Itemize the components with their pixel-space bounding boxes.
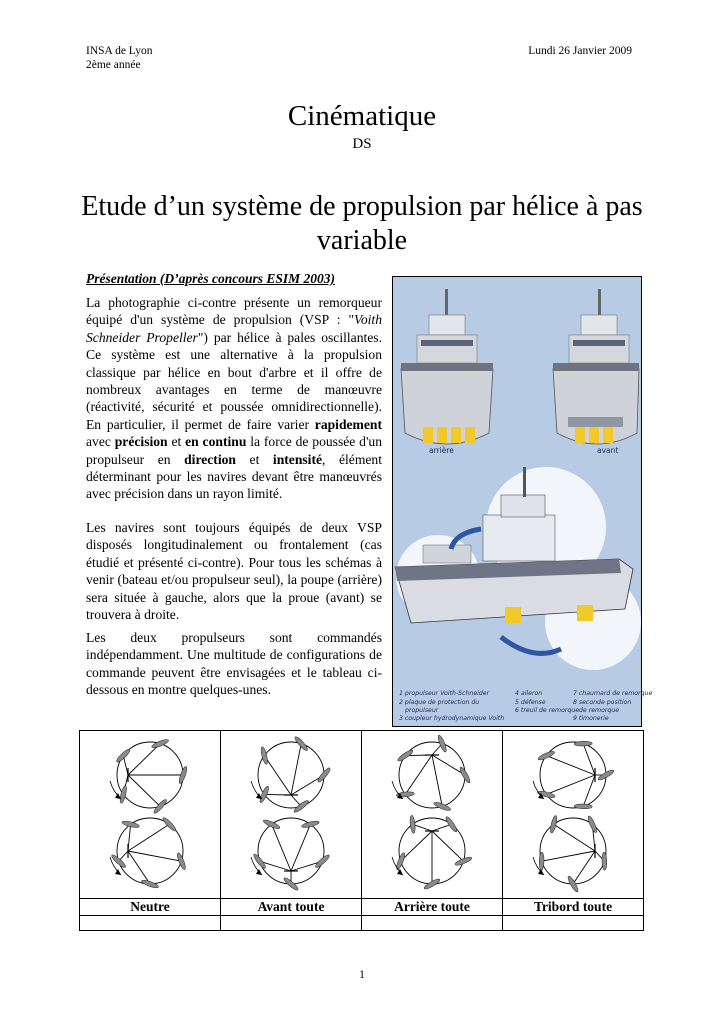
section-heading: Présentation (D’après concours ESIM 2003) (86, 271, 336, 286)
document-subtitle: DS (352, 136, 372, 152)
svg-text:7 chaumard de remorque: 7 chaumard de remorque (573, 690, 653, 697)
legend (399, 689, 652, 722)
vsp-propeller (110, 816, 187, 889)
svg-text:8 seconde position: 8 seconde position (573, 699, 632, 706)
tugboat-illustration (392, 276, 653, 727)
empty-cell (80, 916, 221, 931)
header-date: Lundi 26 Janvier 2009 (528, 45, 632, 57)
svg-text:de remorque: de remorque (579, 707, 620, 714)
svg-text:5 défense: 5 défense (515, 699, 546, 706)
column-arriere-toute: Arrière toute (362, 899, 503, 916)
vsp-diagrams-arriere-toute (365, 731, 500, 893)
diagram-arriere-toute (362, 731, 503, 899)
vsp-propeller (392, 815, 473, 890)
vsp-propeller (251, 818, 331, 892)
vsp-propeller (392, 734, 472, 812)
paragraph-arrangement: Les navires sont toujours équipés de deux VSP disposés longitudinalement ou frontalement (cas étudié et présenté ci-contre). Pour tous les schémas à venir (bateau et/ou propulseur seul), la poupe (arrière) sera située à gauche, alors que la proue (avant) se trouvera à droite. (86, 520, 382, 623)
label-rear: arrière (429, 446, 454, 455)
paragraph-configurations: Les deux propulseurs sont commandés indépendamment. Une multitude de configurations de commande peuvent être envisagées et le tableau ci-dessous en montre quelques-unes. (86, 630, 382, 698)
svg-text:1 propulseur Voith-Schneider: 1 propulseur Voith-Schneider (399, 690, 490, 697)
ship-front-view (553, 289, 639, 444)
page-number: 1 (359, 969, 365, 981)
diagram-neutre (80, 731, 221, 899)
header-left (86, 44, 152, 72)
main-heading: Etude d’un système de propulsion par hélice à pas variable (81, 191, 643, 256)
svg-text:propulseur: propulseur (405, 707, 439, 714)
configuration-table (79, 730, 644, 931)
header-year: 2ème année (86, 59, 141, 71)
svg-text:9 timonerie: 9 timonerie (573, 715, 609, 722)
empty-cell (503, 916, 644, 931)
column-neutre: Neutre (80, 899, 221, 916)
diagram-tribord-toute (503, 731, 644, 899)
label-front: avant (597, 446, 619, 455)
ship-rear-view (401, 289, 493, 444)
header-school: INSA de Lyon (86, 45, 153, 57)
svg-text:6 treuil de remorque: 6 treuil de remorque (515, 707, 580, 714)
paragraph-presentation: La photographie ci-contre présente un remorqueur équipé d'un système de propulsion (VSP : "Voith Schneider Propeller") par hélice à pales oscillantes. Ce système est une alternative à la propulsion classique par hélice en bout d'arbre et il offre de nombreux avantages en terme de manœuvre (réactivité, sécurité et poussée omnidirectionnelle). En particulier, il permet de faire varier rapidement avec précision et en continu la force de poussée d'un propulseur en direction et intensité, élément déterminant pour les navires devant être manœuvrés avec précision dans un rayon limité. (86, 295, 383, 502)
column-avant-toute: Avant toute (221, 899, 362, 916)
column-tribord-toute: Tribord toute (503, 899, 644, 916)
empty-cell (362, 916, 503, 931)
vsp-diagrams-tribord-toute (506, 731, 641, 893)
vsp-diagrams-neutre (83, 731, 218, 893)
svg-text:2 plaque de protection du: 2 plaque de protection du (399, 699, 480, 706)
vsp-propeller (110, 738, 188, 815)
vsp-propeller (251, 735, 332, 813)
svg-text:3 coupleur hydrodynamique Voit: 3 coupleur hydrodynamique Voith (399, 715, 505, 722)
vsp-propeller (533, 815, 607, 893)
vsp-propeller (533, 741, 615, 809)
vsp-diagrams-avant-toute (224, 731, 359, 893)
svg-text:4 aileron: 4 aileron (515, 690, 543, 697)
empty-cell (221, 916, 362, 931)
document-title: Cinématique (287, 100, 437, 132)
diagram-avant-toute (221, 731, 362, 899)
